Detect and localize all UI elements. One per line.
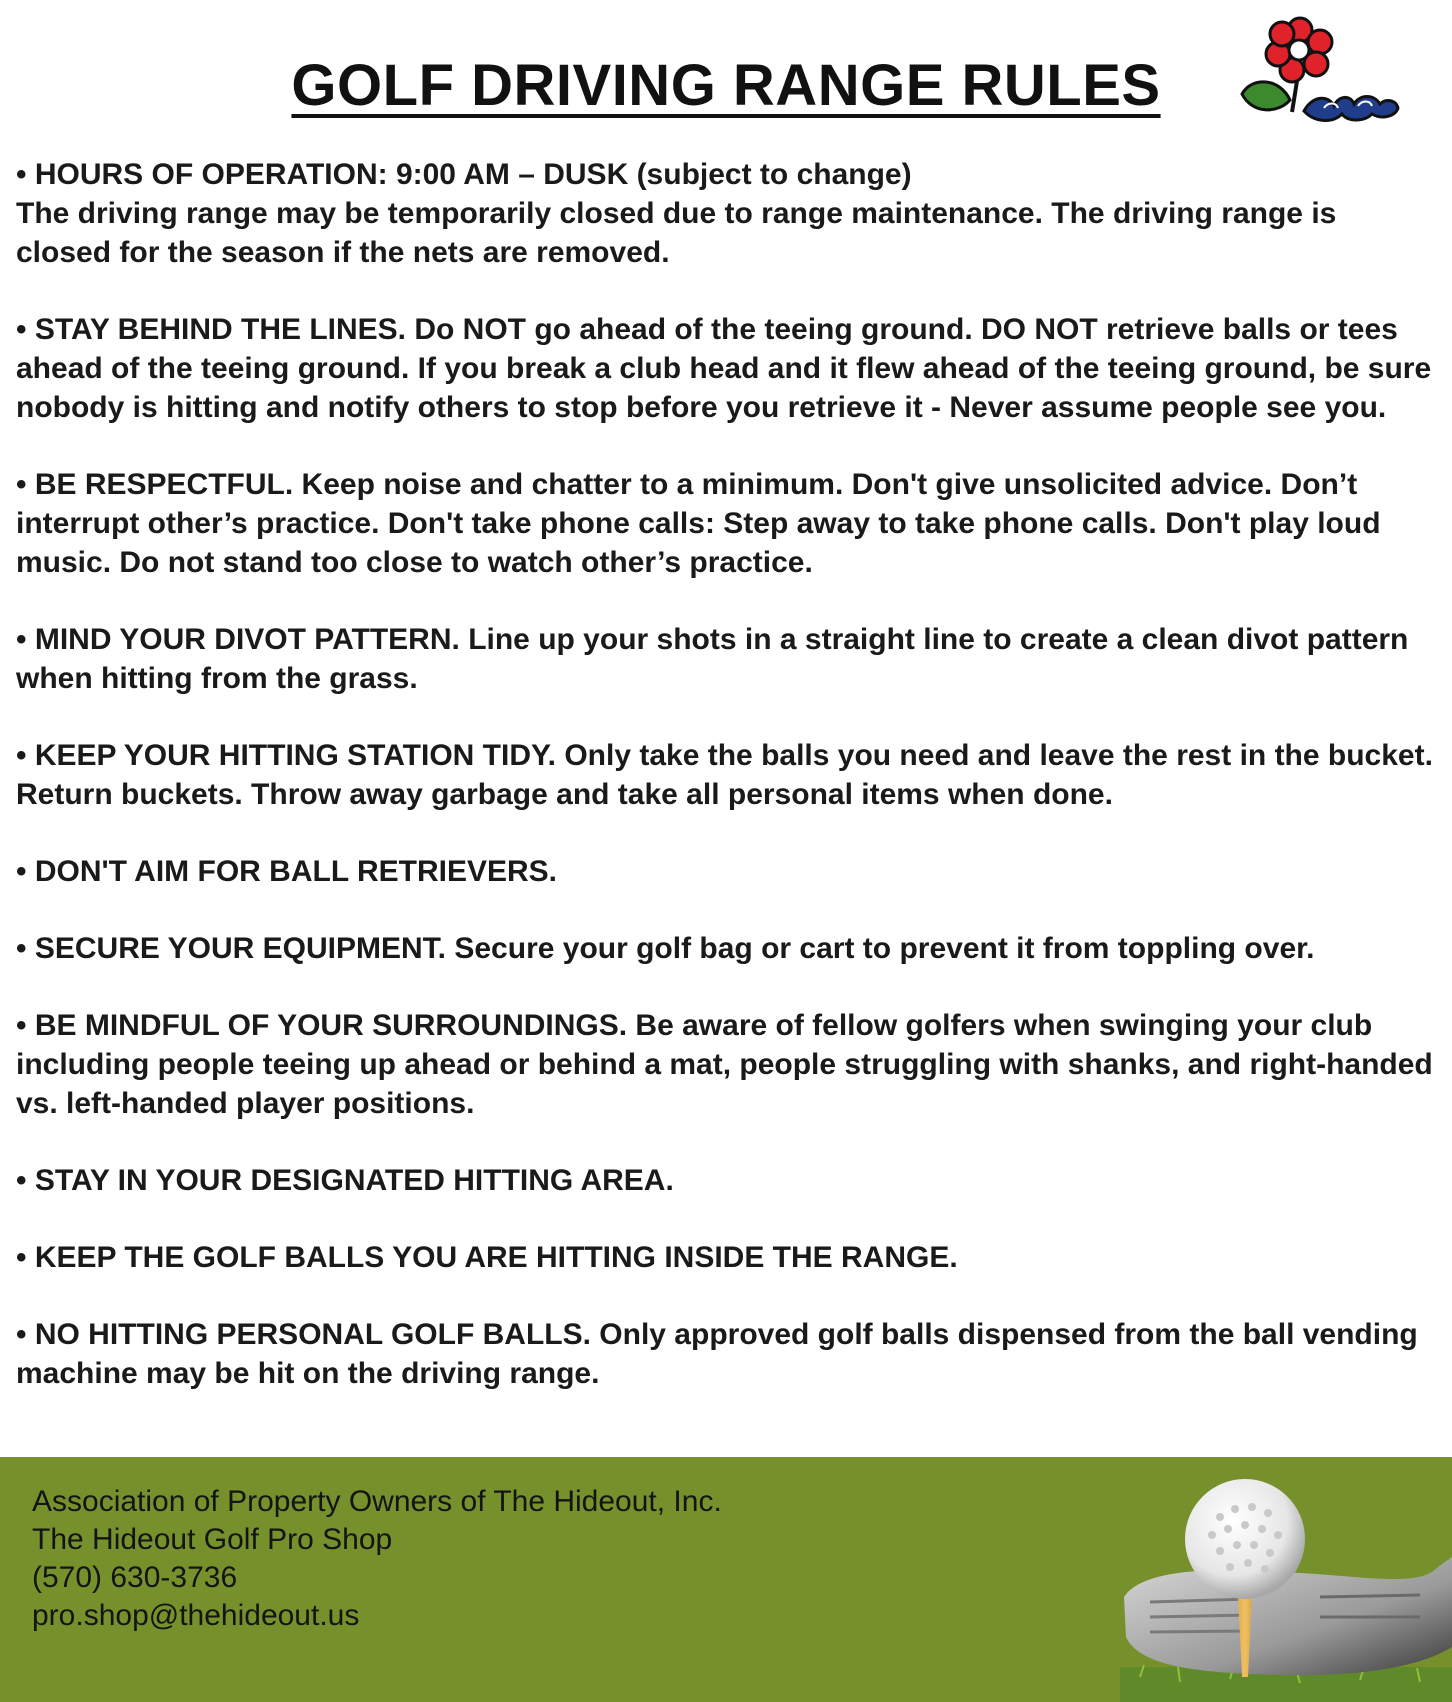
golf-ball-on-tee-icon (1120, 1477, 1452, 1702)
email-address: pro.shop@thehideout.us (32, 1599, 360, 1632)
rule-text: Do NOT go ahead of the teeing ground. DO NOT retrieve balls or tees ahead of the teeing ground. If you break a club head and it flew ahead of the teeing ground, be sure nobody is hitting and notify others to stop before you retrieve it - Never assume people see you. (16, 313, 1432, 424)
rule-text: Only approved golf balls dispensed from the ball vending machine may be hit on the driving range. (16, 1318, 1418, 1390)
rule-text: Keep noise and chatter to a minimum. Don't give unsolicited advice. Don’t interrupt other’s practice. Don't take phone calls: Step away to take phone calls. Don't play loud music. Do not stand too close to watch other’s practice. (16, 468, 1381, 579)
rule-heading: • NO HITTING PERSONAL GOLF BALLS. (16, 1318, 591, 1351)
rule-heading: • SECURE YOUR EQUIPMENT. (16, 932, 447, 965)
rules-list (16, 155, 1436, 1431)
organization-name: Association of Property Owners of The Hideout, Inc. (32, 1485, 722, 1518)
rule-be-respectful (16, 465, 1436, 582)
page-title: GOLF DRIVING RANGE RULES (291, 53, 1161, 118)
footer (0, 1457, 1452, 1702)
rule-surroundings (16, 1006, 1436, 1123)
rule-designated-area (16, 1161, 1436, 1200)
rule-secure-equipment (16, 929, 1436, 968)
rule-text: The driving range may be temporarily closed due to range maintenance. The driving range is closed for the season if the nets are removed. (16, 197, 1337, 269)
rule-inside-range (16, 1238, 1436, 1277)
rule-heading: • HOURS OF OPERATION: 9:00 AM – DUSK (subject to change) (16, 158, 912, 191)
rule-stay-behind-lines (16, 310, 1436, 427)
rule-text: Only take the balls you need and leave the rest in the bucket. Return buckets. Throw away garbage and take all personal items when done. (16, 739, 1433, 811)
rule-hours (16, 155, 1436, 272)
rule-divot-pattern (16, 620, 1436, 698)
rule-personal-balls (16, 1315, 1436, 1393)
rule-heading: • DON'T AIM FOR BALL RETRIEVERS. (16, 855, 557, 888)
rule-text: Line up your shots in a straight line to create a clean divot pattern when hitting from the grass. (16, 623, 1409, 695)
rule-heading: • BE MINDFUL OF YOUR SURROUNDINGS. (16, 1009, 628, 1042)
rule-text: Be aware of fellow golfers when swinging your club including people teeing up ahead or behind a mat, people struggling with shanks, and right-handed vs. left-handed player positions. (16, 1009, 1433, 1120)
shop-name: The Hideout Golf Pro Shop (32, 1523, 393, 1556)
rule-heading: • KEEP YOUR HITTING STATION TIDY. (16, 739, 556, 772)
contact-info (32, 1483, 722, 1635)
rule-heading: • MIND YOUR DIVOT PATTERN. (16, 623, 460, 656)
rule-text: Secure your golf bag or cart to prevent it from toppling over. (446, 932, 1315, 965)
rule-heading: • KEEP THE GOLF BALLS YOU ARE HITTING INSIDE THE RANGE. (16, 1241, 958, 1274)
phone-number: (570) 630-3736 (32, 1561, 238, 1594)
rule-heading: • STAY IN YOUR DESIGNATED HITTING AREA. (16, 1164, 674, 1197)
header (0, 0, 1452, 165)
rule-tidy-station (16, 736, 1436, 814)
rule-ball-retrievers (16, 852, 1436, 891)
rule-heading: • STAY BEHIND THE LINES. (16, 313, 407, 346)
flower-logo-icon (1232, 16, 1404, 134)
rule-heading: • BE RESPECTFUL. (16, 468, 294, 501)
